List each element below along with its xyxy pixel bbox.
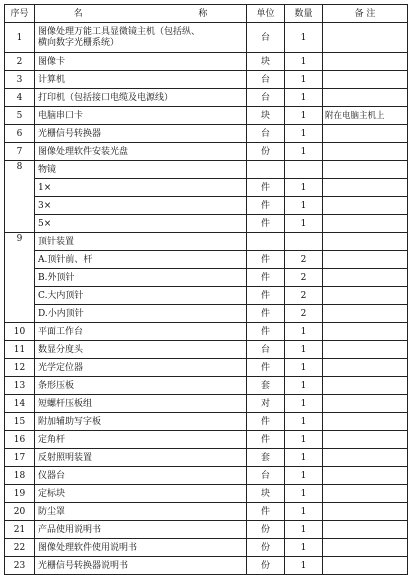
table-row (5, 107, 408, 125)
header-name (35, 5, 247, 23)
item-note (323, 449, 408, 467)
item-name: 定标块 (35, 485, 247, 503)
item-name: 平面工作台 (35, 323, 247, 341)
item-note (323, 143, 408, 161)
item-qty: 1 (285, 107, 323, 125)
item-unit: 对 (247, 395, 285, 413)
packing-list-table (4, 4, 408, 575)
table-row (5, 125, 408, 143)
item-qty: 1 (285, 197, 323, 215)
item-qty: 1 (285, 125, 323, 143)
item-name: 图像处理软件使用说明书 (35, 539, 247, 557)
item-note (323, 71, 408, 89)
header-name-right: 称 (198, 8, 208, 19)
item-unit: 份 (247, 539, 285, 557)
table-row (5, 377, 408, 395)
table-row (5, 233, 408, 251)
row-number: 23 (5, 557, 35, 575)
item-qty (285, 161, 323, 179)
item-unit: 件 (247, 305, 285, 323)
item-unit: 件 (247, 179, 285, 197)
item-note: 附在电脑主机上 (323, 107, 408, 125)
header-note: 备 注 (323, 5, 408, 23)
row-number: 9 (5, 233, 35, 323)
row-number: 5 (5, 107, 35, 125)
table-row (5, 557, 408, 575)
item-name: 1× (35, 179, 247, 197)
row-number: 16 (5, 431, 35, 449)
item-qty: 1 (285, 89, 323, 107)
item-name: 条形压板 (35, 377, 247, 395)
item-qty: 2 (285, 305, 323, 323)
item-note (323, 179, 408, 197)
item-note (323, 359, 408, 377)
item-note (323, 233, 408, 251)
table-row (5, 539, 408, 557)
table-row (5, 413, 408, 431)
table-row (5, 503, 408, 521)
table-row (5, 197, 408, 215)
row-number: 22 (5, 539, 35, 557)
table-row (5, 341, 408, 359)
table-row (5, 269, 408, 287)
item-note (323, 161, 408, 179)
item-note (323, 305, 408, 323)
item-unit (247, 161, 285, 179)
item-unit: 台 (247, 89, 285, 107)
item-name: 数显分度头 (35, 341, 247, 359)
item-name: A.顶针前、杆 (35, 251, 247, 269)
item-note (323, 503, 408, 521)
item-note (323, 125, 408, 143)
item-name: 图像处理软件安装光盘 (35, 143, 247, 161)
item-unit: 份 (247, 557, 285, 575)
item-qty: 1 (285, 503, 323, 521)
item-unit: 台 (247, 341, 285, 359)
item-name: 光栅信号转换器说明书 (35, 557, 247, 575)
item-note (323, 341, 408, 359)
row-number: 15 (5, 413, 35, 431)
item-name: 打印机（包括接口电缆及电源线） (35, 89, 247, 107)
table-row (5, 71, 408, 89)
row-number: 3 (5, 71, 35, 89)
item-qty: 1 (285, 23, 323, 53)
item-unit: 台 (247, 23, 285, 53)
table-row (5, 485, 408, 503)
item-qty: 1 (285, 341, 323, 359)
row-number: 10 (5, 323, 35, 341)
item-qty: 1 (285, 143, 323, 161)
item-name: 仪器台 (35, 467, 247, 485)
item-unit: 套 (247, 449, 285, 467)
item-name: 计算机 (35, 71, 247, 89)
row-number: 1 (5, 23, 35, 53)
row-number: 19 (5, 485, 35, 503)
table-row (5, 431, 408, 449)
item-note (323, 89, 408, 107)
item-name: 光栅信号转换器 (35, 125, 247, 143)
item-name: 定角杆 (35, 431, 247, 449)
item-unit: 块 (247, 53, 285, 71)
table-row (5, 323, 408, 341)
item-qty (285, 233, 323, 251)
item-unit: 件 (247, 503, 285, 521)
item-qty: 1 (285, 179, 323, 197)
item-qty: 1 (285, 323, 323, 341)
row-number: 7 (5, 143, 35, 161)
item-qty: 1 (285, 431, 323, 449)
item-unit: 份 (247, 521, 285, 539)
item-qty: 1 (285, 215, 323, 233)
item-note (323, 269, 408, 287)
row-number: 2 (5, 53, 35, 71)
item-note (323, 323, 408, 341)
item-name: 反射照明装置 (35, 449, 247, 467)
header-no: 序号 (5, 5, 35, 23)
item-qty: 1 (285, 449, 323, 467)
table-row (5, 395, 408, 413)
item-unit: 件 (247, 431, 285, 449)
item-name: 光学定位器 (35, 359, 247, 377)
item-qty: 1 (285, 485, 323, 503)
item-qty: 1 (285, 359, 323, 377)
table-row (5, 305, 408, 323)
item-note (323, 485, 408, 503)
item-name: 产品使用说明书 (35, 521, 247, 539)
item-note (323, 377, 408, 395)
item-name: 物镜 (35, 161, 247, 179)
table-row (5, 179, 408, 197)
table-row (5, 89, 408, 107)
table-row (5, 53, 408, 71)
item-note (323, 431, 408, 449)
item-unit: 件 (247, 413, 285, 431)
item-name: D.小内顶针 (35, 305, 247, 323)
header-name-left: 名 (73, 8, 83, 19)
item-qty: 1 (285, 467, 323, 485)
item-qty: 2 (285, 287, 323, 305)
item-note (323, 413, 408, 431)
item-note (323, 467, 408, 485)
header-unit: 单位 (247, 5, 285, 23)
item-unit: 台 (247, 71, 285, 89)
item-name: B.外顶针 (35, 269, 247, 287)
item-qty: 2 (285, 269, 323, 287)
row-number: 8 (5, 161, 35, 233)
table-row (5, 287, 408, 305)
item-name: 顶针装置 (35, 233, 247, 251)
item-name: 附加辅助写字板 (35, 413, 247, 431)
item-unit: 台 (247, 125, 285, 143)
row-number: 6 (5, 125, 35, 143)
item-unit: 件 (247, 215, 285, 233)
row-number: 17 (5, 449, 35, 467)
row-number: 20 (5, 503, 35, 521)
table-row (5, 251, 408, 269)
table-row (5, 161, 408, 179)
row-number: 11 (5, 341, 35, 359)
table-row (5, 23, 408, 53)
item-unit: 件 (247, 359, 285, 377)
item-name-line: 横向数字光栅系统） (38, 37, 120, 48)
item-note (323, 23, 408, 53)
table-row (5, 449, 408, 467)
table-row (5, 359, 408, 377)
item-unit: 份 (247, 143, 285, 161)
item-unit: 块 (247, 485, 285, 503)
table-row (5, 215, 408, 233)
row-number: 18 (5, 467, 35, 485)
item-unit (247, 233, 285, 251)
item-unit: 件 (247, 287, 285, 305)
item-unit: 套 (247, 377, 285, 395)
item-qty: 1 (285, 539, 323, 557)
item-note (323, 197, 408, 215)
item-name (35, 23, 247, 53)
item-unit: 件 (247, 251, 285, 269)
item-qty: 1 (285, 521, 323, 539)
item-note (323, 251, 408, 269)
item-unit: 件 (247, 269, 285, 287)
item-qty: 1 (285, 377, 323, 395)
item-unit: 块 (247, 107, 285, 125)
item-unit: 件 (247, 323, 285, 341)
item-note (323, 215, 408, 233)
row-number: 13 (5, 377, 35, 395)
item-qty: 1 (285, 413, 323, 431)
item-note (323, 521, 408, 539)
item-name: C.大内顶针 (35, 287, 247, 305)
item-unit: 件 (247, 197, 285, 215)
table-row (5, 467, 408, 485)
item-name-line: 图像处理万能工具显微镜主机（包括纵、 (38, 26, 201, 37)
table-row (5, 143, 408, 161)
item-name: 5× (35, 215, 247, 233)
item-unit: 台 (247, 467, 285, 485)
item-qty: 1 (285, 557, 323, 575)
item-name: 短螺杆压板组 (35, 395, 247, 413)
row-number: 14 (5, 395, 35, 413)
header-row (5, 5, 408, 23)
row-number: 4 (5, 89, 35, 107)
item-note (323, 287, 408, 305)
row-number: 12 (5, 359, 35, 377)
item-name: 3× (35, 197, 247, 215)
row-number: 21 (5, 521, 35, 539)
item-qty: 1 (285, 53, 323, 71)
table-body (5, 23, 408, 575)
item-name: 电脑串口卡 (35, 107, 247, 125)
item-note (323, 539, 408, 557)
table-row (5, 521, 408, 539)
item-name: 防尘罩 (35, 503, 247, 521)
item-qty: 2 (285, 251, 323, 269)
item-qty: 1 (285, 395, 323, 413)
item-qty: 1 (285, 71, 323, 89)
item-note (323, 53, 408, 71)
item-note (323, 557, 408, 575)
header-qty: 数量 (285, 5, 323, 23)
item-note (323, 395, 408, 413)
item-name: 图像卡 (35, 53, 247, 71)
